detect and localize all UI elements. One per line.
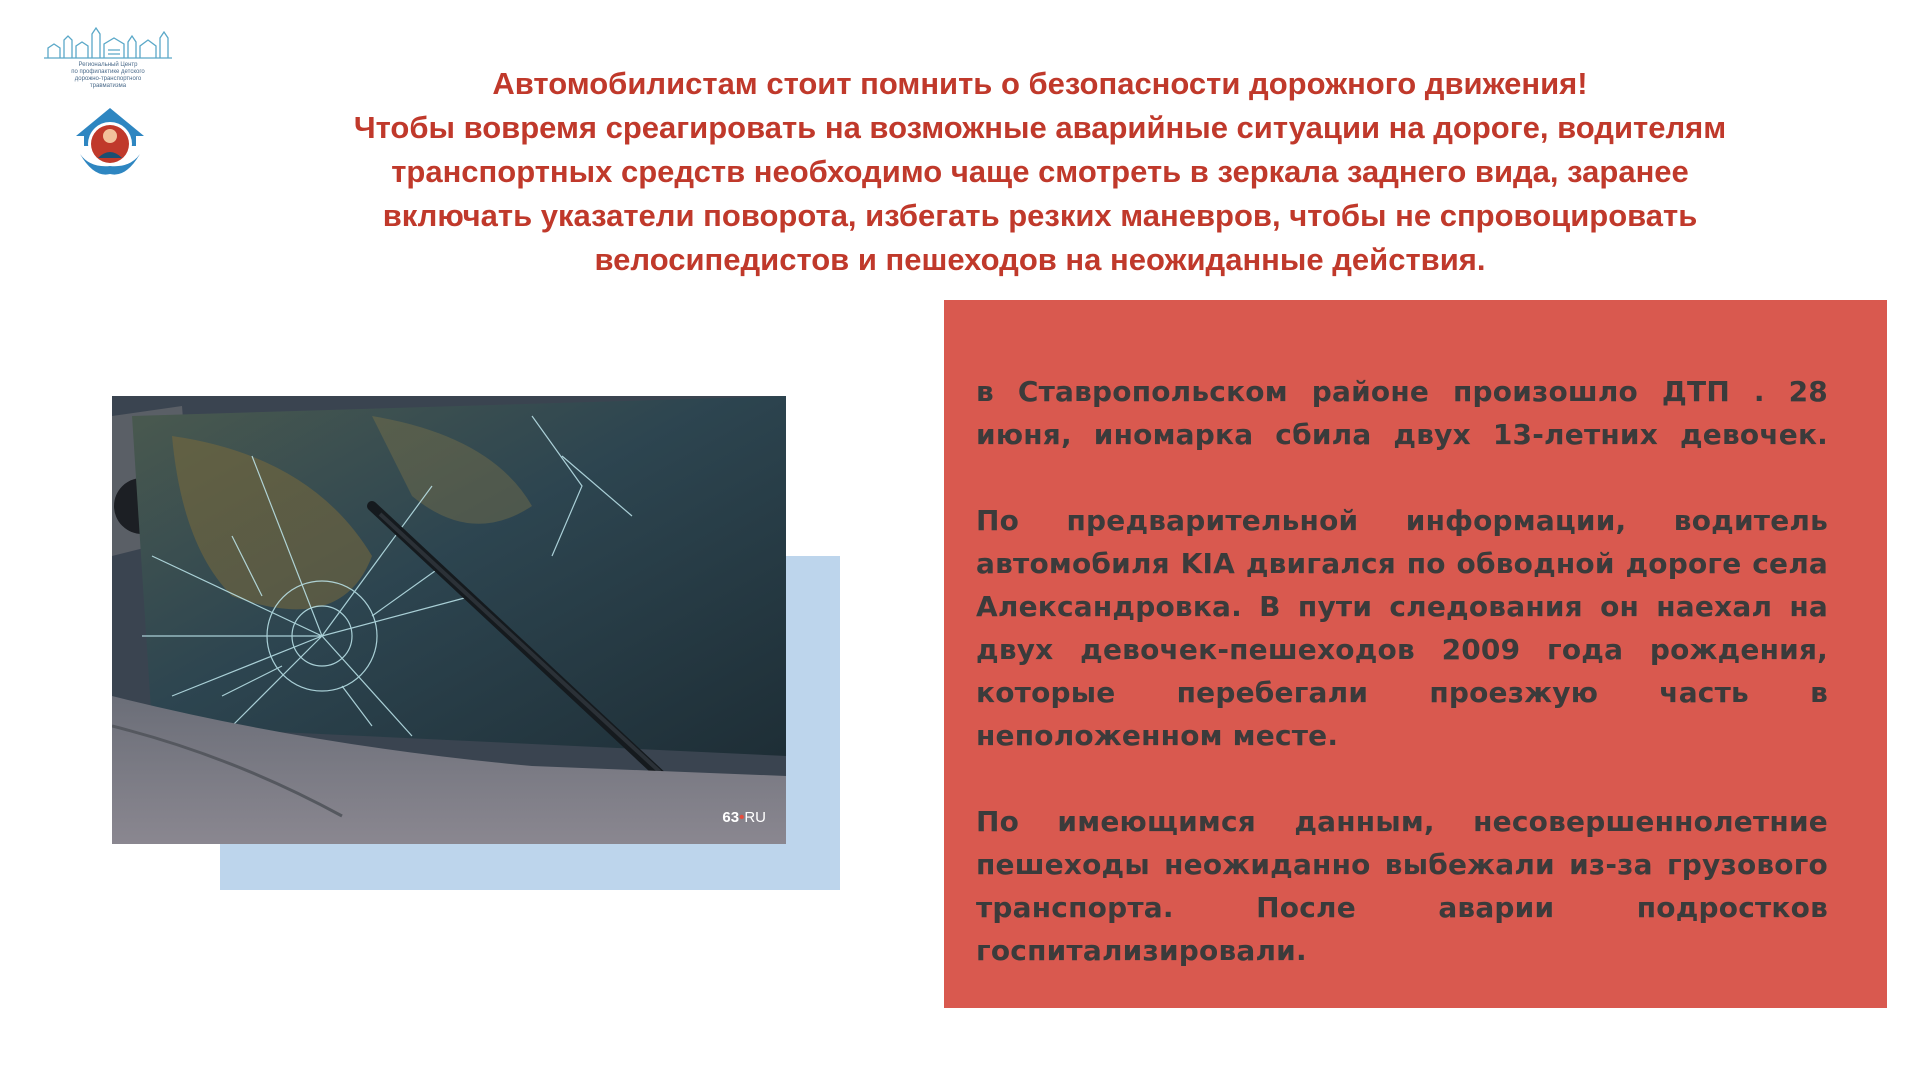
incident-paragraph: По предварительной информации, водитель автомобиля KIA двигался по обводной дороге села Александровка. В пути следования он наехал на двух девочек-пешеходов 2009 года рождения, которые перебегали проезжую часть в неположенном месте. (976, 504, 1828, 752)
safety-headline (220, 64, 1860, 282)
watermark: 63•RU (722, 809, 766, 826)
incident-text (976, 370, 1828, 1015)
organization-logo (38, 24, 178, 184)
headline-line: велосипедистов и пешеходов на неожиданные действия. (594, 242, 1486, 277)
city-skyline-icon (38, 24, 178, 64)
headline-line: Чтобы вовремя среагировать на возможные аварийные ситуации на дороге, водителям (353, 110, 1727, 145)
child-safety-emblem-icon (70, 102, 150, 182)
headline-title: Автомобилистам стоит помнить о безопасности дорожного движения! (492, 66, 1588, 101)
incident-paragraph: По имеющимся данным, несовершеннолетние пешеходы неожиданно выбежали из-за грузового транспорта. После аварии подростков госпитализировали. (976, 805, 1828, 967)
headline-line: включать указатели поворота, избегать резких маневров, чтобы не спровоцировать (382, 198, 1698, 233)
incident-card (944, 300, 1887, 1008)
headline-line: транспортных средств необходимо чаще смотреть в зеркала заднего вида, заранее (391, 154, 1689, 189)
organization-name: Региональный Центр по профилактике детского дорожно-транспортного травматизма (71, 62, 145, 89)
broken-windshield-photo (112, 396, 786, 844)
incident-paragraph: в Ставропольском районе произошло ДТП . 28 июня, иномарка сбила двух 13-летних девочек. (976, 375, 1828, 451)
